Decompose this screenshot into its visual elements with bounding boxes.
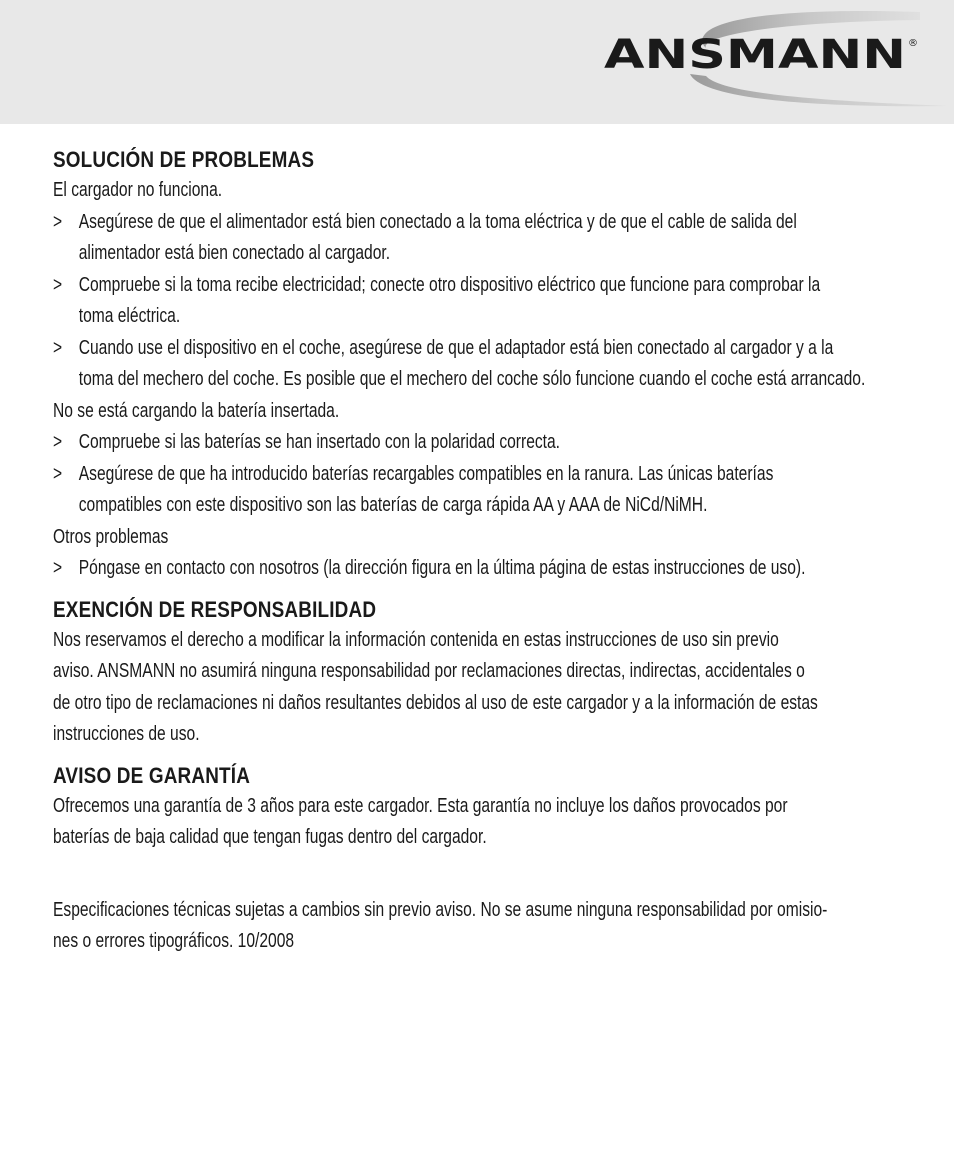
bullet-marker: > xyxy=(53,557,63,579)
bullet-marker: > xyxy=(53,210,63,233)
bullet-marker: > xyxy=(53,273,63,296)
document-body xyxy=(53,145,913,958)
brand-name: ANSMANN xyxy=(604,32,906,78)
bullet-line xyxy=(53,333,834,365)
spacer xyxy=(53,864,913,895)
bullet-text: Asegúrese de que ha introducido baterías recargables compatibles en la ranura. Las únicas baterías xyxy=(78,462,774,485)
section-title: EXENCIÓN DE RESPONSABILIDAD xyxy=(53,596,377,622)
bullet-line xyxy=(53,301,724,333)
bullet-marker: > xyxy=(53,336,63,359)
section xyxy=(53,595,913,751)
paragraph-line: aviso. ANSMANN no asumirá ninguna responsabilidad por reclamaciones directas, indirectas, accidentales o xyxy=(53,660,805,682)
bullet-text: Asegúrese de que el alimentador está bien conectado a la toma eléctrica y de que el cable de salida del xyxy=(78,210,797,233)
bullet-line xyxy=(53,459,774,491)
footnote-line: Especificaciones técnicas sujetas a cambios sin previo aviso. No se asume ninguna responsabilidad por omisio- xyxy=(53,898,828,921)
ansmann-logo xyxy=(0,0,954,124)
paragraph-line: instrucciones de uso. xyxy=(53,723,200,745)
section xyxy=(53,761,913,854)
bullet-text: Póngase en contacto con nosotros (la dirección figura en la última página de estas instrucciones de uso). xyxy=(78,557,806,579)
bullet-text: toma del mechero del coche. Es posible que el mechero del coche sólo funcione cuando el coche está arrancado. xyxy=(78,368,866,390)
paragraph-line: de otro tipo de reclamaciones ni daños resultantes debidos al uso de este cargador y a la información de estas xyxy=(53,691,818,714)
section xyxy=(53,145,913,585)
bullet-text: compatibles con este dispositivo son las baterías de carga rápida AA y AAA de NiCd/NiMH. xyxy=(78,494,708,516)
bullet-line xyxy=(53,270,821,302)
bullet-marker: > xyxy=(53,431,63,453)
bullet-text: alimentador está bien conectado al cargador. xyxy=(78,242,391,264)
registered-mark-icon: ® xyxy=(908,38,918,49)
paragraph-line: Otros problemas xyxy=(53,525,169,548)
paragraph-line: No se está cargando la batería insertada. xyxy=(53,399,340,422)
bullet-marker: > xyxy=(53,462,63,485)
bullet-line xyxy=(53,238,724,270)
bullet-text: Cuando use el dispositivo en el coche, asegúrese de que el adaptador está bien conectado al cargador y a la xyxy=(78,336,834,359)
bullet-line xyxy=(53,427,724,459)
bullet-line xyxy=(53,364,866,396)
footnote-line: nes o errores tipográficos. 10/2008 xyxy=(53,930,295,952)
section-title: AVISO DE GARANTÍA xyxy=(53,762,251,788)
paragraph-line: El cargador no funciona. xyxy=(53,179,223,201)
paragraph-line: Ofrecemos una garantía de 3 años para este cargador. Esta garantía no incluye los daños provocados por xyxy=(53,794,788,817)
bullet-line xyxy=(53,553,806,585)
bullet-text: Compruebe si las baterías se han insertado con la polaridad correcta. xyxy=(78,431,561,453)
page-header xyxy=(0,0,954,124)
paragraph-line: baterías de baja calidad que tengan fugas dentro del cargador. xyxy=(53,826,487,848)
bullet-text: toma eléctrica. xyxy=(78,305,181,327)
bullet-text: Compruebe si la toma recibe electricidad; conecte otro dispositivo eléctrico que funcione para comprobar la xyxy=(78,273,821,296)
bullet-line xyxy=(53,207,797,239)
bullet-line xyxy=(53,490,724,522)
section-title: SOLUCIÓN DE PROBLEMAS xyxy=(53,147,315,172)
paragraph-line: Nos reservamos el derecho a modificar la información contenida en estas instrucciones de uso sin previo xyxy=(53,628,779,651)
